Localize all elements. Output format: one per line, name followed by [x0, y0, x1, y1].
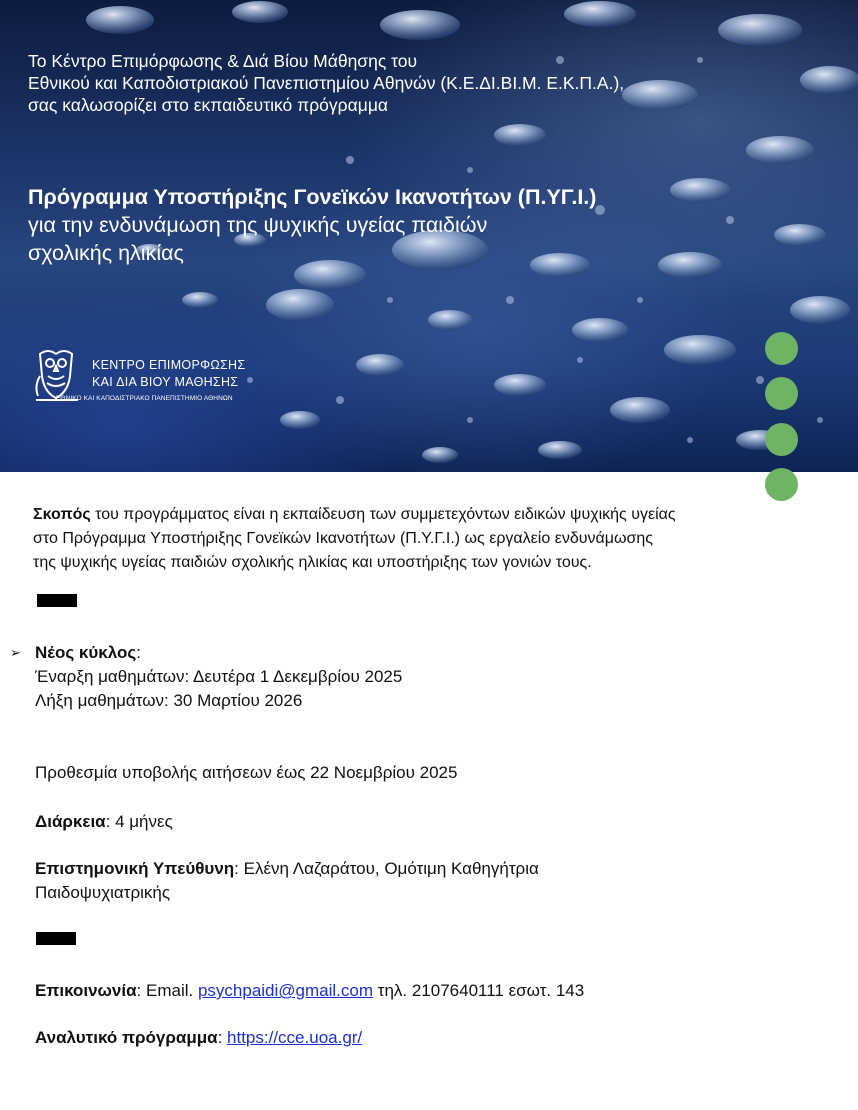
- contact-prefix: : Email.: [136, 981, 198, 1000]
- hero-banner: [0, 0, 858, 472]
- intro-line: σας καλωσορίζει στο εκπαιδευτικό πρόγραμμα: [28, 95, 389, 115]
- decorative-green-dot: [765, 332, 798, 365]
- intro-line: Εθνικού και Καποδιστριακού Πανεπιστημίου Αθηνών (Κ.Ε.ΔΙ.ΒΙ.Μ. Ε.Κ.Π.Α.),: [28, 73, 625, 93]
- duration-label: Διάρκεια: [35, 812, 106, 831]
- curriculum-colon: :: [217, 1028, 228, 1047]
- contact-line: [35, 979, 584, 1003]
- redaction-bar: [36, 932, 76, 945]
- decorative-green-dot: [765, 423, 798, 456]
- purpose-text-line: στο Πρόγραμμα Υποστήριξης Γονεϊκών Ικανοτήτων (Π.Υ.Γ.Ι.) ως εργαλείο ενδυνάμωσης: [33, 530, 653, 547]
- decorative-green-dot: [765, 377, 798, 410]
- contact-label: Επικοινωνία: [35, 981, 137, 1000]
- contact-phone: τηλ. 2107640111 εσωτ. 143: [373, 981, 585, 1000]
- course-end: Λήξη μαθημάτων: 30 Μαρτίου 2026: [35, 691, 303, 710]
- scientific-director-value-line2: Παιδοψυχιατρικής: [35, 883, 171, 902]
- cycle-label: Νέος κύκλος: [35, 643, 137, 662]
- scientific-director-value: : Ελένη Λαζαράτου, Ομότιμη Καθηγήτρια: [234, 859, 539, 878]
- duration-value: : 4 μήνες: [105, 812, 173, 831]
- scientific-director: [35, 857, 539, 881]
- intro-line: Το Κέντρο Επιμόρφωσης & Διά Βίου Μάθησης του: [28, 51, 418, 71]
- purpose-text-line: της ψυχικής υγείας παιδιών σχολικής ηλικίας και υποστήριξης των γονιών τους.: [33, 554, 592, 571]
- scientific-director-label: Επιστημονική Υπεύθυνη: [35, 859, 235, 878]
- logo-line: ΚΑΙ ΔΙΑ ΒΙΟΥ ΜΑΘΗΣΗΣ: [92, 375, 239, 389]
- program-subtitle-line: για την ενδυνάμωση της ψυχικής υγείας παιδιών: [28, 213, 488, 237]
- institution-logo: [28, 346, 278, 408]
- program-title-block: [28, 183, 596, 267]
- logo-line: ΚΕΝΤΡΟ ΕΠΙΜΟΡΦΩΣΗΣ: [92, 358, 246, 372]
- intro-text: [28, 50, 624, 116]
- program-title: Πρόγραμμα Υποστήριξης Γονεϊκών Ικανοτήτων (Π.ΥΓ.Ι.): [28, 185, 597, 209]
- redaction-bar: [37, 594, 77, 607]
- decorative-green-dot: [765, 468, 798, 501]
- curriculum-label: Αναλυτικό πρόγραμμα: [35, 1028, 218, 1047]
- application-deadline: Προθεσμία υποβολής αιτήσεων έως 22 Νοεμβρίου 2025: [35, 763, 458, 782]
- cycle-colon: :: [136, 643, 141, 662]
- course-start: Έναρξη μαθημάτων: Δευτέρα 1 Δεκεμβρίου 2025: [35, 667, 403, 686]
- curriculum-line: [35, 1026, 362, 1050]
- program-subtitle-line: σχολικής ηλικίας: [28, 241, 184, 265]
- duration: [35, 810, 173, 834]
- purpose-text-line: του προγράμματος είναι η εκπαίδευση των συμμετεχόντων ειδικών ψυχικής υγείας: [90, 506, 676, 523]
- purpose-paragraph: [33, 503, 833, 575]
- cycle-heading: [35, 641, 141, 665]
- logo-university-line: ΕΘΝΙΚΟ ΚΑΙ ΚΑΠΟΔΙΣΤΡΙΑΚΟ ΠΑΝΕΠΙΣΤΗΜΙΟ ΑΘΗΝΩΝ: [56, 395, 233, 402]
- purpose-label: Σκοπός: [33, 506, 91, 523]
- curriculum-link[interactable]: https://cce.uoa.gr/: [227, 1028, 363, 1047]
- arrow-bullet-icon: ➢: [10, 645, 21, 660]
- email-link[interactable]: psychpaidi@gmail.com: [197, 981, 373, 1000]
